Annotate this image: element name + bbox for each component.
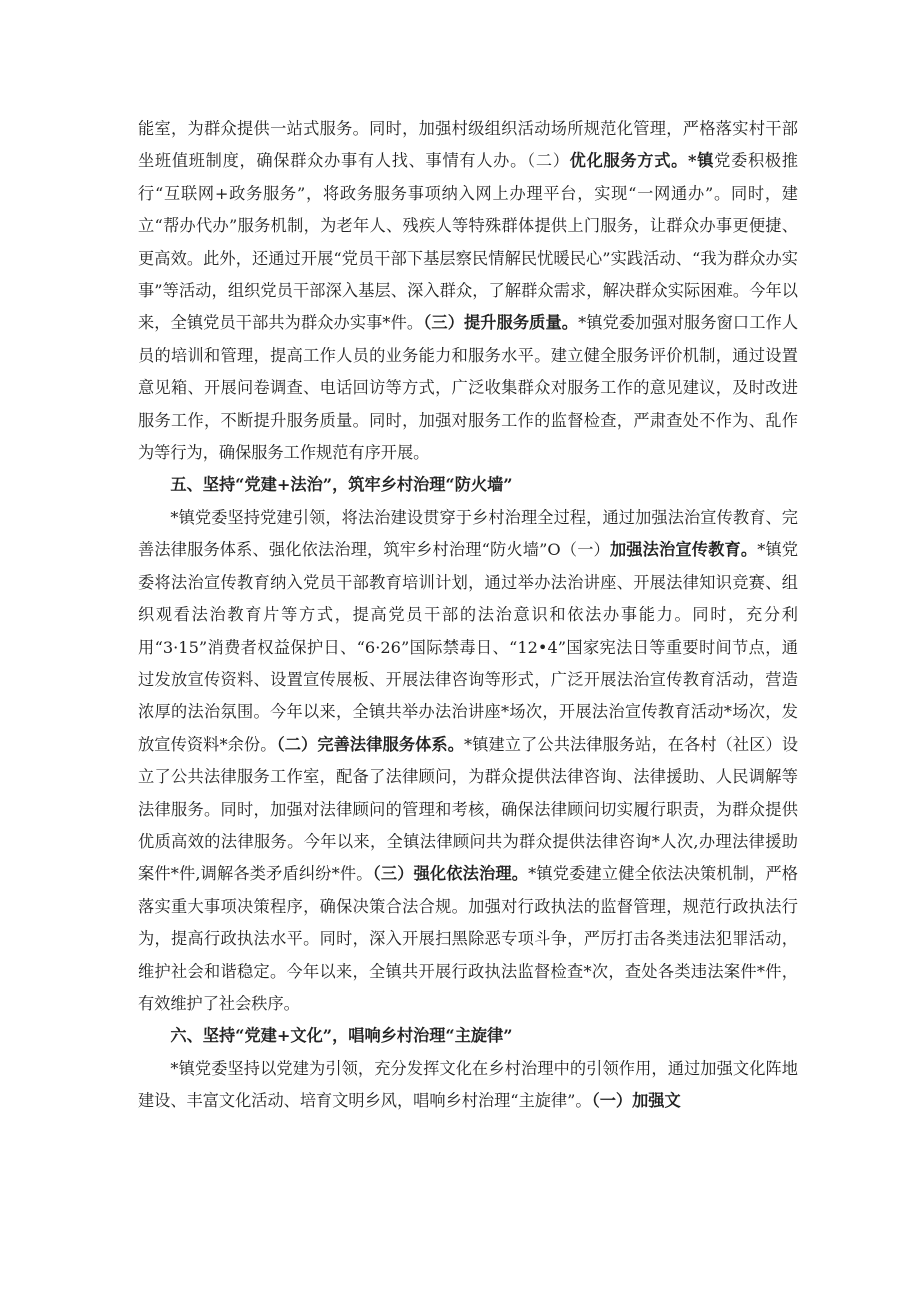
subheading-legal-education: 加强法治宣传教育。 (609, 540, 758, 560)
paragraph-rule-of-law (138, 502, 798, 1021)
section-heading-culture (138, 1020, 798, 1052)
heading-text: 五、坚持“党建+法治”，筑牢乡村治理“防火墙” (170, 475, 513, 495)
subheading-optimize-service: 优化服务方式。*镇 (569, 151, 715, 171)
text-segment: 能室，为群众提供一站式服务。同时，加强村级组织活动场所规范化管理，严格落实村干部坐班值班制度，确保群众办事有人找、事情有人办。（二） (138, 119, 798, 171)
text-segment: *镇建立了公共法律服务站，在各村（社区）设立了公共法律服务工作室，配备了法律顾问，为群众提供法律咨询、法律援助、人民调解等法律服务。同时，加强对法律顾问的管理和考核，确保法律顾问切实履行职责，为群众提供优质高效的法律服务。今年以来，全镇法律顾问共为群众提供法律咨询*人次,办理法律援助案件*件,调解各类矛盾纠纷*件。 (138, 734, 799, 884)
document-body (138, 113, 798, 1118)
paragraph-culture (138, 1053, 798, 1118)
subheading-culture-start: （一）加强文 (591, 1091, 681, 1111)
text-segment: *镇党委将法治宣传教育纳入党员干部教育培训计划，通过举办法治讲座、开展法律知识竞赛、组织观看法治教育片等方式，提高党员干部的法治意识和依法办事能力。同时，充分利用“3·15”消费者权益保护日、“6·26”国际禁毒日、“12•4”国家宪法日等重要时间节点，通过发放宣传资料、设置宣传展板、开展法律咨询等形式，广泛开展法治宣传教育活动，营造浓厚的法治氛围。今年以来，全镇共举办法治讲座*场次，开展法治宣传教育活动*场次，发放宣传资料*余份。 (138, 540, 799, 754)
text-segment: *镇党委坚持党建引领，将法治建设贯穿于乡村治理全过程，通过加强法治宣传教育、完善法律服务体系、强化依法治理，筑牢乡村治理“防火墙”O（一） (138, 507, 798, 560)
subheading-improve-quality: （三）提升服务质量。 (423, 313, 579, 333)
text-segment: *镇党委建立健全依法决策机制，严格落实重大事项决策程序，确保决策合法合规。加强对行政执法的监督管理，规范行政执法行为，提高行政执法水平。同时，深入开展扫黑除恶专项斗争，严厉打击各类违法犯罪活动，维护社会和谐稳定。今年以来，全镇共开展行政执法监督检查*次，查处各类违法案件*件，有效维护了社会秩序。 (138, 864, 798, 1013)
paragraph-service (138, 113, 798, 469)
text-segment: *镇党委坚持以党建为引领，充分发挥文化在乡村治理中的引领作用，通过加强文化阵地建设、丰富文化活动、培育文明乡风，唱响乡村治理“主旋律”。 (138, 1058, 798, 1111)
text-segment: 党委积极推行“互联网+政务服务”，将政务服务事项纳入网上办理平台，实现“一网通办”。同时，建立“帮办代办”服务机制，为老年人、残疾人等特殊群体提供上门服务，让群众办事更便捷、更高效。此外，还通过开展“党员干部下基层察民情解民忧暖民心”实践活动、“我为群众办实事”等活动，组织党员干部深入基层、深入群众，了解群众需求，解决群众实际困难。今年以来，全镇党员干部共为群众办实事*件。 (138, 151, 798, 333)
section-heading-rule-of-law (138, 469, 798, 501)
text-segment: *镇党委加强对服务窗口工作人员的培训和管理，提高工作人员的业务能力和服务水平。建立健全服务评价机制，通过设置意见箱、开展问卷调查、电话回访等方式，广泛收集群众对服务工作的意见建议，及时改进服务工作，不断提升服务质量。同时，加强对服务工作的监督检查，严肃查处不作为、乱作为等行为，确保服务工作规范有序开展。 (138, 313, 799, 463)
heading-text: 六、坚持“党建+文化”，唱响乡村治理“主旋律” (170, 1026, 513, 1046)
subheading-legal-service-system: （二）完善法律服务体系。 (276, 734, 465, 754)
subheading-governance-by-law: （三）强化依法治理。 (372, 864, 529, 884)
